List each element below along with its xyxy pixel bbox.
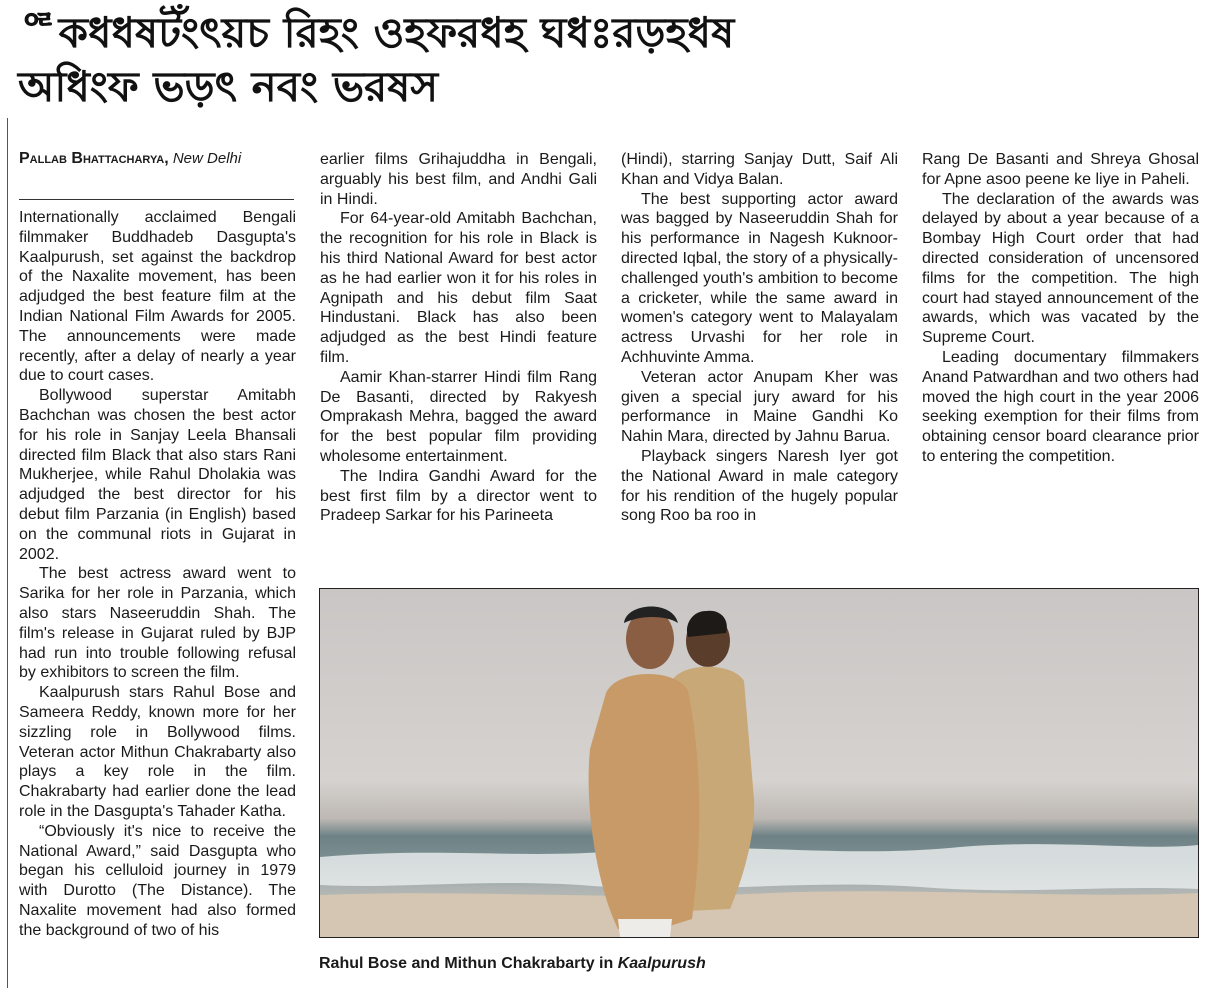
paragraph: Aamir Khan-starrer Hindi film Rang De Basanti, directed by Rakyesh Omprakash Mehra, bagged the award for the best popular film providing wholesome entertainment. [320, 368, 597, 465]
photo-caption [319, 955, 1199, 973]
article-column-3 [621, 150, 898, 526]
paragraph: For 64-year-old Amitabh Bachchan, the recognition for his role in Black is his third National Award for best actor as he had earlier won it for his roles in Agnipath and his debut film Saat Hindustani. Black has also been adjudged as the best Hindi feature film. [320, 210, 597, 366]
news-photo [319, 588, 1199, 938]
article-column-1 [19, 208, 296, 940]
byline-author: Pallab Bhattacharya, [19, 150, 169, 167]
paragraph: Playback singers Naresh Iyer got the National Award in male category for his rendition of the hugely popular song Roo ba roo in [621, 447, 898, 525]
photo-illustration [320, 589, 1198, 937]
caption-text: Rahul Bose and Mithun Chakrabarty in [319, 955, 614, 972]
caption-film-title: Kaalpurush [617, 955, 706, 972]
paragraph: earlier films Grihajuddha in Bengali, arguably his best film, and Andhi Gali in Hindi. [320, 151, 597, 208]
paragraph: “Obviously it's nice to receive the National Award,” said Dasgupta who began his celluloid journey in 1979 with Durotto (The Distance). The Naxalite movement had also formed the background of two of his [19, 822, 296, 939]
paragraph: Kaalpurush stars Rahul Bose and Sameera Reddy, known more for her sizzling role in Bollywood films. Veteran actor Mithun Chakrabarty also plays a key role in the film. Chakrabarty had earlier done the lead role in the Dasgupta's Tahader Katha. [19, 684, 296, 820]
byline [19, 150, 295, 168]
paragraph: The best actress award went to Sarika for her role in Parzania, which also stars Naseeruddin Shah. The film's release in Gujarat ruled by BJP had run into trouble following refusal by exhibitors to screen the film. [19, 565, 296, 682]
figure-rahul [589, 606, 700, 937]
paragraph: The best supporting actor award was bagged by Naseeruddin Shah for his performance in Nagesh Kuknoor-directed Iqbal, the story of a physically-challenged youth's ambition to become a cricketer, while the same award in women's category went to Malayalam actress Urvashi for her role in Achhuvinte Amma. [621, 190, 898, 366]
headline-line-1: ꥶকধধষটঁংৎয়চ রিহং ওহফরধহ ঘধঃরড়হধষ [18, 8, 735, 57]
paragraph: Leading documentary filmmakers Anand Patwardhan and two others had moved the high court in the year 2006 seeking exemption for their films from obtaining censor board clearance prior to entering the competition. [922, 348, 1199, 465]
paragraph: (Hindi), starring Sanjay Dutt, Saif Ali Khan and Vidya Balan. [621, 151, 898, 188]
headline [18, 6, 1208, 114]
byline-divider [19, 199, 294, 200]
byline-place: New Delhi [172, 150, 242, 167]
article-column-2 [320, 150, 597, 526]
paragraph: Rang De Basanti and Shreya Ghosal for Apne asoo peene ke liye in Paheli. [922, 151, 1199, 188]
article-column-4 [922, 150, 1199, 467]
wave-foam [320, 844, 1198, 890]
headline-line-2: অধিংফ ভড়ৎ নবং ভরষস [18, 62, 439, 111]
paragraph: Veteran actor Anupam Kher was given a special jury award for his performance in Maine Gandhi Ko Nahin Mara, directed by Jahnu Barua. [621, 368, 898, 446]
beach-sand [320, 891, 1198, 937]
paragraph: Internationally acclaimed Bengali filmmaker Buddhadeb Dasgupta's Kaalpurush, set against the backdrop of the Naxalite movement, has been adjudged the best feature film at the Indian National Film Awards for 2005. The announcements were made recently, after a delay of nearly a year due to court cases. [19, 209, 296, 385]
paragraph: The Indira Gandhi Award for the best first film by a director went to Pradeep Sarkar for his Parineeta [320, 467, 597, 525]
column-rule [7, 118, 8, 988]
paragraph: The declaration of the awards was delayed by about a year because of a Bombay High Court order that had directed consideration of uncensored films for the competition. The high court had stayed announcement of the awards, which was vacated by the Supreme Court. [922, 190, 1199, 347]
paragraph: Bollywood superstar Amitabh Bachchan was chosen the best actor for his role in Sanjay Leela Bhansali directed film Black that also stars Rani Mukherjee, while Rahul Dholakia was adjudged the best director for his debut film Parzania (in English) based on the communal riots in Gujarat in 2002. [19, 387, 296, 563]
